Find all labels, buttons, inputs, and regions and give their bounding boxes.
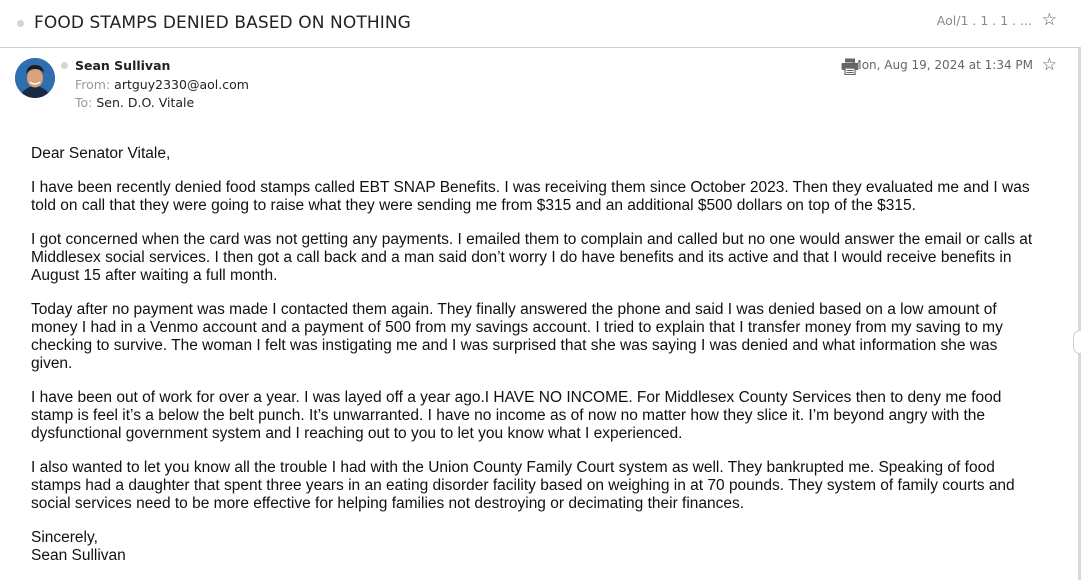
- from-label: From:: [75, 77, 111, 92]
- presence-dot: [61, 62, 68, 69]
- from-email[interactable]: artguy2330@aol.com: [114, 77, 249, 92]
- body-paragraph: I got concerned when the card was not getting any payments. I emailed them to complain and called but no one would answer the email or calls at Middlesex social services. I then got a call back and a man said don’t worry I do have benefits and its active and that I would receive benefits in August 15 after waiting a full month.: [31, 231, 1033, 284]
- scroll-handle[interactable]: [1073, 330, 1081, 354]
- closing: Sincerely,: [31, 529, 98, 546]
- star-icon[interactable]: ☆: [1041, 55, 1057, 75]
- avatar[interactable]: [15, 58, 55, 98]
- from-line: [75, 77, 249, 92]
- signature: Sean Sullivan: [31, 547, 126, 564]
- body-paragraph: Today after no payment was made I contacted them again. They finally answered the phone and said I was denied based on a low amount of money I had in a Venmo account and a payment of 500 from my savings account. I tried to explain that I transfer money from my saving to my checking to survive. The woman I felt was instigating me and I was surprised that she was saying I was denied and what information she was given.: [31, 301, 1003, 372]
- body-paragraph: I have been out of work for over a year. I was layed off a year ago.I HAVE NO INCOME. For Middlesex County Services then to deny me food stamp is feel it’s a below the belt punch. It’s unwarranted. I have no income as of now no matter how they slice it. I’m beyond angry with the dysfunctional government system and I reaching out to you to let you know what I experienced.: [31, 389, 1002, 442]
- to-line: [75, 95, 194, 110]
- to-recipient[interactable]: Sen. D.O. Vitale: [96, 95, 195, 110]
- email-subject: FOOD STAMPS DENIED BASED ON NOTHING: [34, 13, 411, 33]
- to-label: To:: [75, 95, 93, 110]
- folder-label[interactable]: Aol/1 . 1 . 1 . ...: [936, 13, 1032, 28]
- body-paragraph: I have been recently denied food stamps called EBT SNAP Benefits. I was receiving them since October 2023. Then they evaluated me and I was told on call that they were going to raise what they were sending me from $315 and an additional $500 dollars on top of the $315.: [31, 179, 1030, 214]
- body-paragraph: I also wanted to let you know all the trouble I had with the Union County Family Court system as well. They bankrupted me. Speaking of food stamps had a daughter that spent three years in an eating disorder facility based on weighing in at 70 pounds. They system of family courts and social services need to be more effective for helping families not destroying or decimating their finances.: [31, 459, 1015, 512]
- greeting: Dear Senator Vitale,: [31, 145, 171, 162]
- sender-name[interactable]: Sean Sullivan: [75, 58, 171, 73]
- star-icon[interactable]: ☆: [1041, 10, 1057, 30]
- message-body: [31, 145, 1043, 565]
- unread-dot: [17, 20, 24, 27]
- message-date: Mon, Aug 19, 2024 at 1:34 PM: [851, 58, 1033, 72]
- subject-bar: [0, 0, 1081, 48]
